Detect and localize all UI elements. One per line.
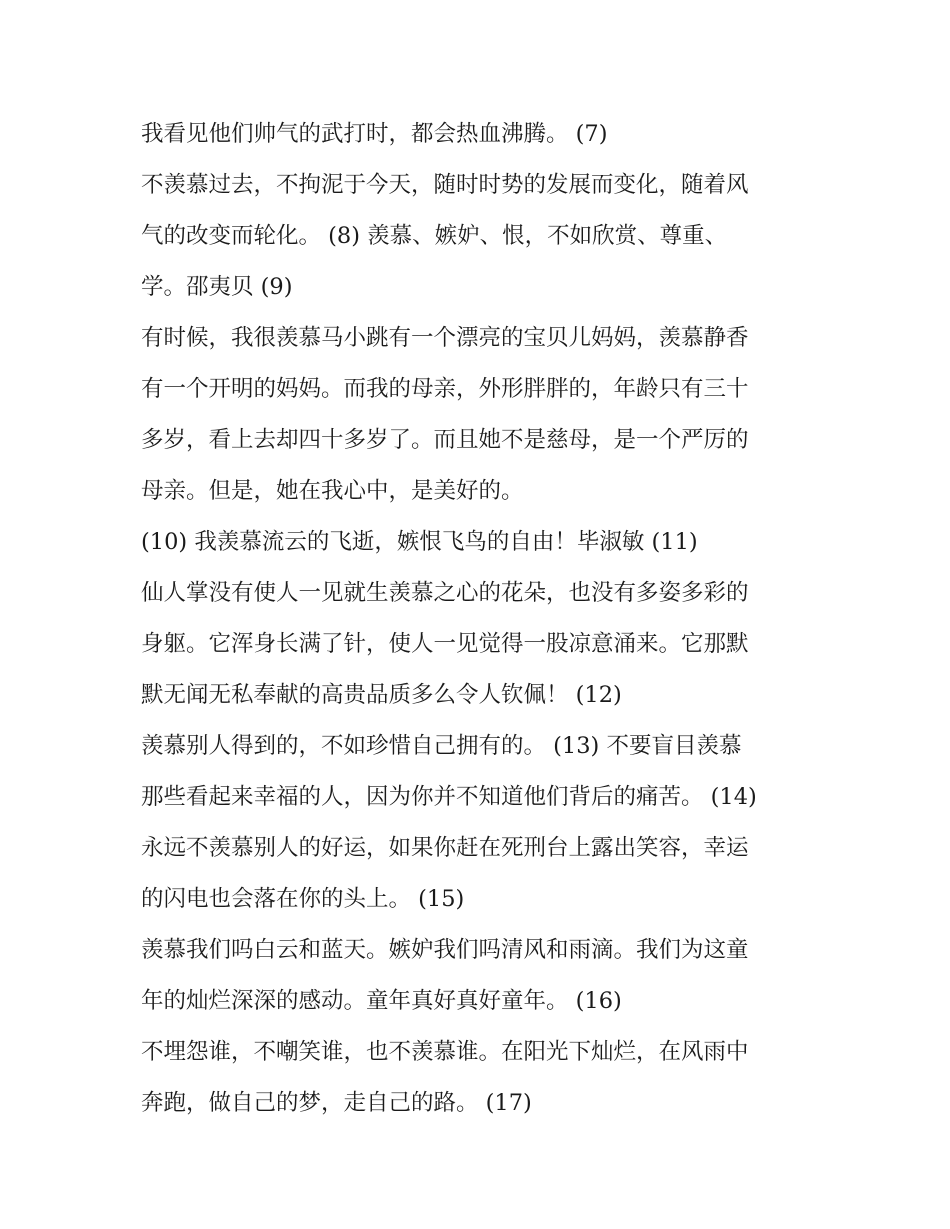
text-line: 不埋怨谁，不嘲笑谁，也不羡慕谁。在阳光下灿烂，在风雨中: [141, 1039, 749, 1065]
text-line: 多岁，看上去却四十多岁了。而且她不是慈母，是一个严厉的: [141, 427, 749, 453]
text-line: 有时候，我很羡慕马小跳有一个漂亮的宝贝儿妈妈，羡慕静香: [141, 325, 749, 351]
text-line: 永远不羡慕别人的好运，如果你赶在死刑台上露出笑容，幸运: [141, 835, 749, 861]
text-line: 默无闻无私奉献的高贵品质多么令人钦佩！ (12): [141, 682, 622, 708]
text-line: 那些看起来幸福的人，因为你并不知道他们背后的痛苦。 (14): [141, 784, 757, 810]
text-line: 的闪电也会落在你的头上。 (15): [141, 886, 465, 912]
text-line: 羡慕别人得到的，不如珍惜自己拥有的。 (13) 不要盲目羡慕: [141, 733, 742, 759]
text-line: (10) 我羡慕流云的飞逝，嫉恨飞鸟的自由！毕淑敏 (11): [141, 529, 698, 555]
text-line: 羡慕我们吗白云和蓝天。嫉妒我们吗清风和雨滴。我们为这童: [141, 937, 749, 963]
text-line: 气的改变而轮化。 (8) 羡慕、嫉妒、恨，不如欣赏、尊重、: [141, 223, 728, 249]
text-line: 仙人掌没有使人一见就生羡慕之心的花朵，也没有多姿多彩的: [141, 580, 749, 606]
document-body: [141, 109, 821, 1129]
text-line: 有一个开明的妈妈。而我的母亲，外形胖胖的，年龄只有三十: [141, 376, 749, 402]
text-line: 身躯。它浑身长满了针，使人一见觉得一股凉意涌来。它那默: [141, 631, 749, 657]
text-line: 不羡慕过去，不拘泥于今天，随时时势的发展而变化，随着风: [141, 172, 749, 198]
text-line: 奔跑，做自己的梦，走自己的路。 (17): [141, 1090, 532, 1116]
text-line: 学。邵夷贝 (9): [141, 274, 293, 300]
text-line: 母亲。但是，她在我心中，是美好的。: [141, 478, 524, 504]
text-line: 我看见他们帅气的武打时，都会热血沸腾。 (7): [141, 121, 608, 147]
text-line: 年的灿烂深深的感动。童年真好真好童年。 (16): [141, 988, 622, 1014]
